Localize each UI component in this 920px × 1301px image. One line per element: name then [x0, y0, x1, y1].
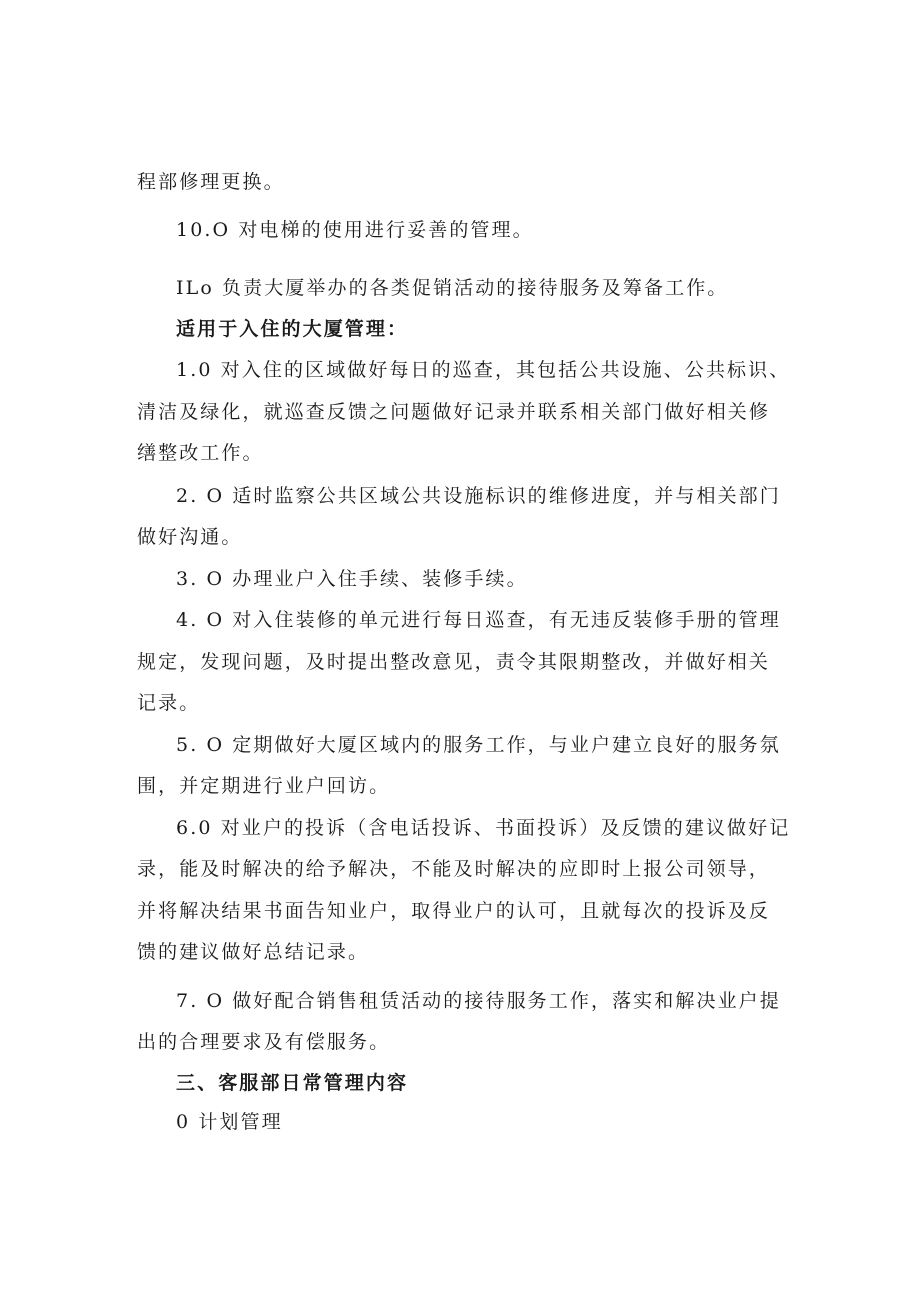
paragraph-line: 围，并定期进行业户回访。 [137, 775, 391, 797]
paragraph-line: 录，能及时解决的给予解决，不能及时解决的应即时上报公司领导， [137, 858, 771, 880]
paragraph-line: 7. O 做好配合销售租赁活动的接待服务工作，落实和解决业户提 [176, 990, 781, 1012]
paragraph-line: 清洁及绿化，就巡查反馈之问题做好记录并联系相关部门做好相关修 [137, 401, 771, 423]
paragraph-line: 出的合理要求及有偿服务。 [137, 1031, 391, 1053]
paragraph-line: 0 计划管理 [176, 1111, 283, 1133]
paragraph-line: 馈的建议做好总结记录。 [137, 941, 370, 963]
paragraph-line: 1.0 对入住的区域做好每日的巡查，其包括公共设施、公共标识、 [176, 359, 791, 381]
paragraph-line: 规定，发现问题，及时提出整改意见，责令其限期整改，并做好相关 [137, 651, 771, 673]
paragraph-line: ILo 负责大厦举办的各类促销活动的接待服务及筹备工作。 [176, 277, 729, 299]
paragraph-line: 3. O 办理业户入住手续、装修手续。 [176, 568, 528, 590]
section-heading: 三、客服部日常管理内容 [176, 1072, 409, 1094]
paragraph-line: 5. O 定期做好大厦区域内的服务工作，与业户建立良好的服务氛 [176, 734, 781, 756]
paragraph-line: 做好沟通。 [137, 526, 243, 548]
paragraph-line: 程部修理更换。 [137, 171, 285, 193]
paragraph-line: 缮整改工作。 [137, 442, 264, 464]
paragraph-line: 2. O 适时监察公共区域公共设施标识的维修进度，并与相关部门 [176, 485, 781, 507]
paragraph-line: 6.0 对业户的投诉（含电话投诉、书面投诉）及反馈的建议做好记 [176, 817, 791, 839]
paragraph-line: 记录。 [137, 692, 201, 714]
section-heading: 适用于入住的大厦管理： [176, 318, 409, 340]
paragraph-line: 4. O 对入住装修的单元进行每日巡查，有无违反装修手册的管理 [176, 609, 781, 631]
paragraph-line: 并将解决结果书面告知业户，取得业户的认可，且就每次的投诉及反 [137, 900, 771, 922]
paragraph-line: 10.O 对电梯的使用进行妥善的管理。 [176, 219, 534, 241]
